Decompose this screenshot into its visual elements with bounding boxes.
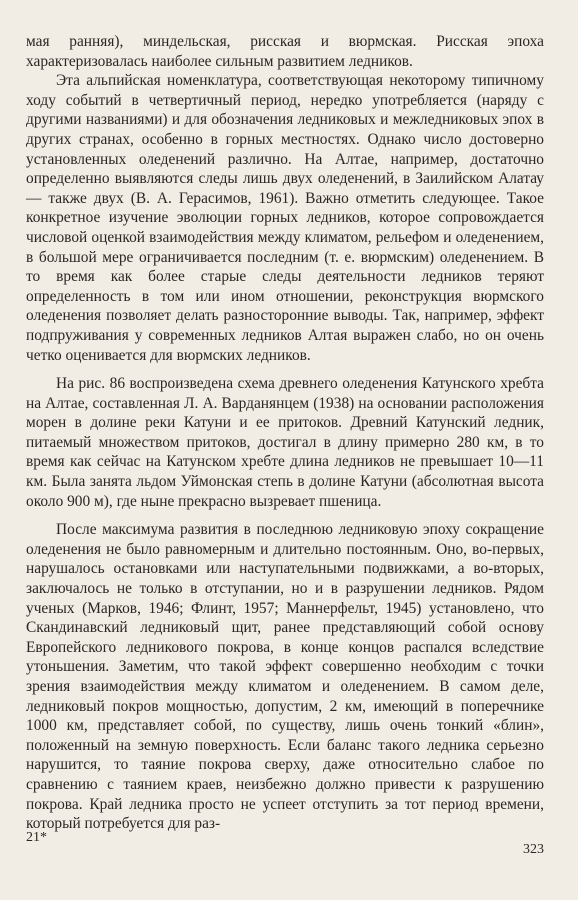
paragraph-katun-glaciation: На рис. 86 воспроизведена схема древнего оледенения Катунского хребта на Алтае, составленная Л. А. Варданянцем (1938) на основании расположения морен в долине реки Катуни и ее притоков. Древний Катунский ледник, питаемый множеством притоков, достигал в длину примерно 280 км, в то время как сейчас на Катунском хребте длина ледников не превышает 10—11 км. Была занята льдом Уймонская степь в долине Катуни (абсолютная высота около 900 м), где ныне прекрасно вызревает пшеница. [26, 375, 544, 510]
page-footer [26, 830, 544, 857]
paragraph-continuation: мая ранняя), миндельская, рисская и вюрмская. Рисская эпоха характеризовалась наиболее сильным развитием ледников. [26, 33, 544, 70]
paragraph-glacier-retreat: После максимума развития в последнюю ледниковую эпоху сокращение оледенения не было равномерным и длительно постоянным. Оно, во-первых, нарушалось остановками или наступательными подвижками, а во-вторых, заключалось не только в отступании, но и в разрушении ледников. Рядом ученых (Марков, 1946; Флинт, 1957; Маннерфельт, 1945) установлено, что Скандинавский ледниковый щит, ранее представляющий собой основу Европейского ледникового покрова, в конце концов распался вследствие утоньшения. Заметим, что такой эффект совершенно необходим с точки зрения взаимодействия между климатом и оледенением. В самом деле, ледниковый покров мощностью, допустим, 2 км, имеющий в поперечнике 1000 км, представляет собой, по существу, лишь очень тонкий «блин», положенный на земную поверхность. Если баланс такого ледника серьезно нарушится, то таяние покрова сверху, даже относительно слабое по сравнению с таянием краев, неизбежно должно привести к разрушению покрова. Край ледника просто не успеет отступить за тот период времени, который потребуется для раз- [26, 521, 544, 833]
paragraph-alpine-nomenclature: Эта альпийская номенклатура, соответствующая некоторому типичному ходу событий в четвертичный период, нередко употребляется (наряду с другими названиями) и для обозначения ледниковых и межледниковых эпох в других странах, особенно в горных местностях. Однако число достоверно установленных оледенений различно. На Алтае, например, достаточно определенно выявляются следы лишь двух оледенений, в Заилийском Алатау — также двух (В. А. Герасимов, 1961). Важно отметить следующее. Такое конкретное изучение эволюции горных ледников, которое сопровождается числовой оценкой взаимодействия между климатом, рельефом и оледенением, в большой мере ограничивается последним (т. е. вюрмским) оледенением. В то время как более старые следы деятельности ледников теряют определенность в том или ином отношении, реконструкция вюрмского оледенения позволяет делать разносторонние выводы. Так, например, эффект подпруживания у современных ледников Алтая выражен слабо, но он очень четко оценивается для вюрмских ледников. [26, 72, 544, 364]
printer-signature: 21* [26, 830, 47, 845]
page-number: 323 [523, 842, 544, 857]
